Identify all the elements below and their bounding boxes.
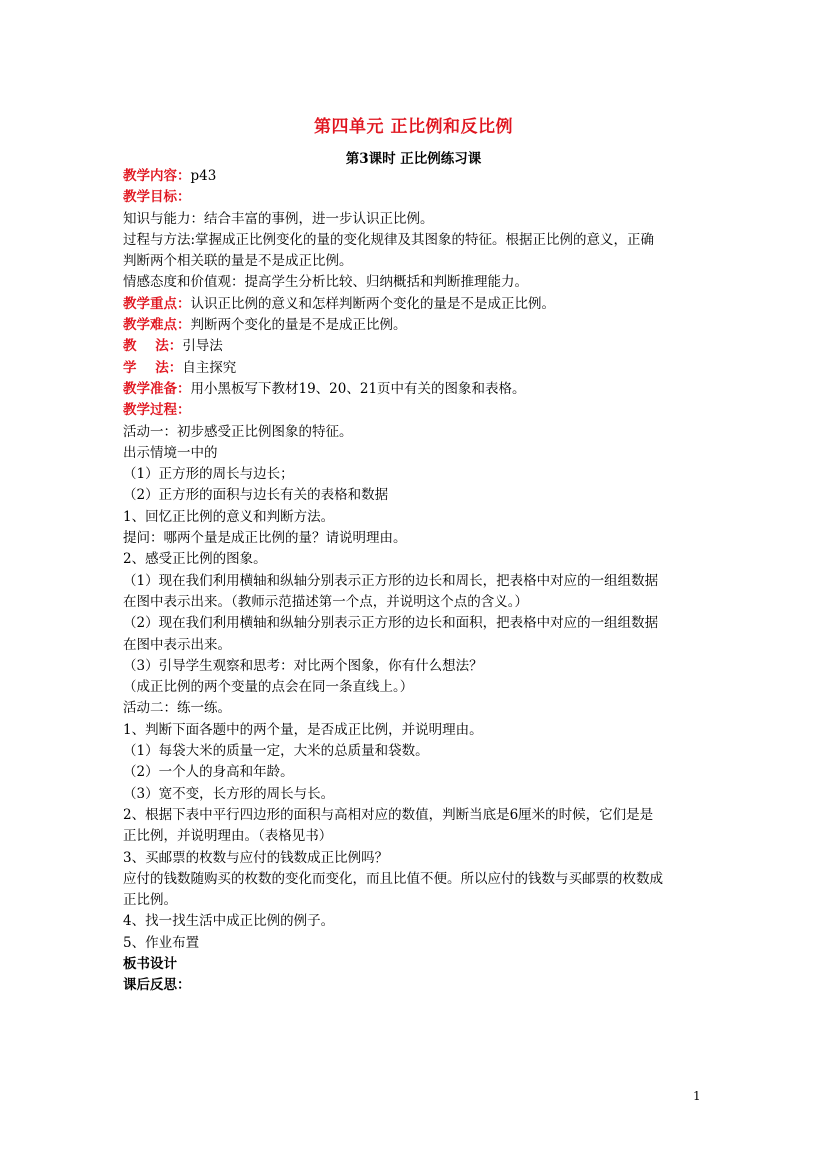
page-title: 第四单元 正比例和反比例 [314,117,513,137]
process-line: 活动一：初步感受正比例图象的特征。 [123,423,353,440]
difficulty-row [123,315,708,336]
learn-method-label: 学 法： [123,359,183,376]
process-line: （2）现在我们利用横轴和纵轴分别表示正方形的边长和面积，把表格中对应的一组组数据 [123,615,659,632]
process-line: 正比例，并说明理由。（表格见书） [123,828,333,845]
lesson-content [123,166,708,997]
key-point-label: 教学重点： [123,295,191,312]
process-line: 1、回忆正比例的意义和判断方法。 [123,508,335,525]
content-value: p43 [190,168,217,184]
learn-method-value: 自主探究 [182,359,237,376]
process-line: （2）一个人的身高和年龄。 [123,764,294,781]
goal-knowledge: 知识与能力：结合丰富的事例，进一步认识正比例。 [123,210,434,227]
preparation-row [123,379,708,400]
process-line: 在图中表示出来。 [123,636,231,653]
process-line: 4、找一找生活中成正比例的例子。 [123,913,335,930]
teach-method-value: 引导法 [182,338,223,355]
teach-method-row [123,336,708,357]
reflection-heading: 课后反思： [123,977,191,994]
process-line: 5、作业布置 [123,934,200,951]
process-line: 应付的钱数随购买的枚数的变化而变化，而且比值不便。所以应付的钱数与买邮票的枚数成 [123,870,663,887]
process-line: 出示情境一中的 [123,444,218,461]
process-line: 活动二：练一练。 [123,700,231,717]
process-line: （成正比例的两个变量的点会在同一条直线上。） [123,679,414,696]
process-line: 3、买邮票的枚数与应付的钱数成正比例吗？ [123,849,389,866]
process-line: （1）现在我们利用横轴和纵轴分别表示正方形的边长和周长，把表格中对应的一组组数据 [123,572,659,589]
process-line: 正比例。 [123,892,177,909]
process-label: 教学过程： [123,402,191,419]
content-row [123,166,708,187]
process-line: （3）引导学生观察和思考：对比两个图象，你有什么想法？ [123,657,483,674]
process-line: （1）每袋大米的质量一定，大米的总质量和袋数。 [123,743,429,760]
goals-row [123,187,708,208]
difficulty-value: 判断两个变化的量是不是成正比例。 [190,317,407,334]
goal-process-line-2: 判断两个相关联的量是不是成正比例。 [123,253,353,270]
process-line: （1）正方形的周长与边长； [123,466,294,483]
teach-method-label: 教 法： [123,338,183,355]
goals-label: 教学目标： [123,189,191,206]
preparation-value: 用小黑板写下教材19、20、21页中有关的图象和表格。 [190,380,526,397]
key-point-value: 认识正比例的意义和怎样判断两个变化的量是不是成正比例。 [190,295,555,312]
difficulty-label: 教学难点： [123,317,191,334]
process-line: （2）正方形的面积与边长有关的表格和数据 [123,487,389,504]
process-line: 2、感受正比例的图象。 [123,551,267,568]
goal-attitude: 情感态度和价值观：提高学生分析比较、归纳概括和判断推理能力。 [123,274,528,291]
process-line: 2、根据下表中平行四边形的面积与高相对应的数值，判断当底是6厘米的时候，它们是是 [123,806,654,823]
process-line: 提问：哪两个量是成正比例的量？请说明理由。 [123,530,407,547]
process-line: （3）宽不变，长方形的周长与长。 [123,785,335,802]
process-row [123,400,708,421]
process-line: 在图中表示出来。（教师示范描述第一个点，并说明这个点的含义。） [123,593,528,610]
goal-process-line-1: 过程与方法:掌握成正比例变化的量的变化规律及其图象的特征。根据正比例的意义，正确 [123,231,655,248]
process-line: 1、判断下面各题中的两个量，是否成正比例，并说明理由。 [123,721,483,738]
preparation-label: 教学准备： [123,380,191,397]
page-number: 1 [693,1089,701,1103]
board-design-heading: 板书设计 [123,955,177,972]
key-point-row [123,294,708,315]
content-label: 教学内容： [123,168,191,184]
lesson-subtitle: 第3课时 正比例练习课 [345,151,482,167]
learn-method-row [123,358,708,379]
